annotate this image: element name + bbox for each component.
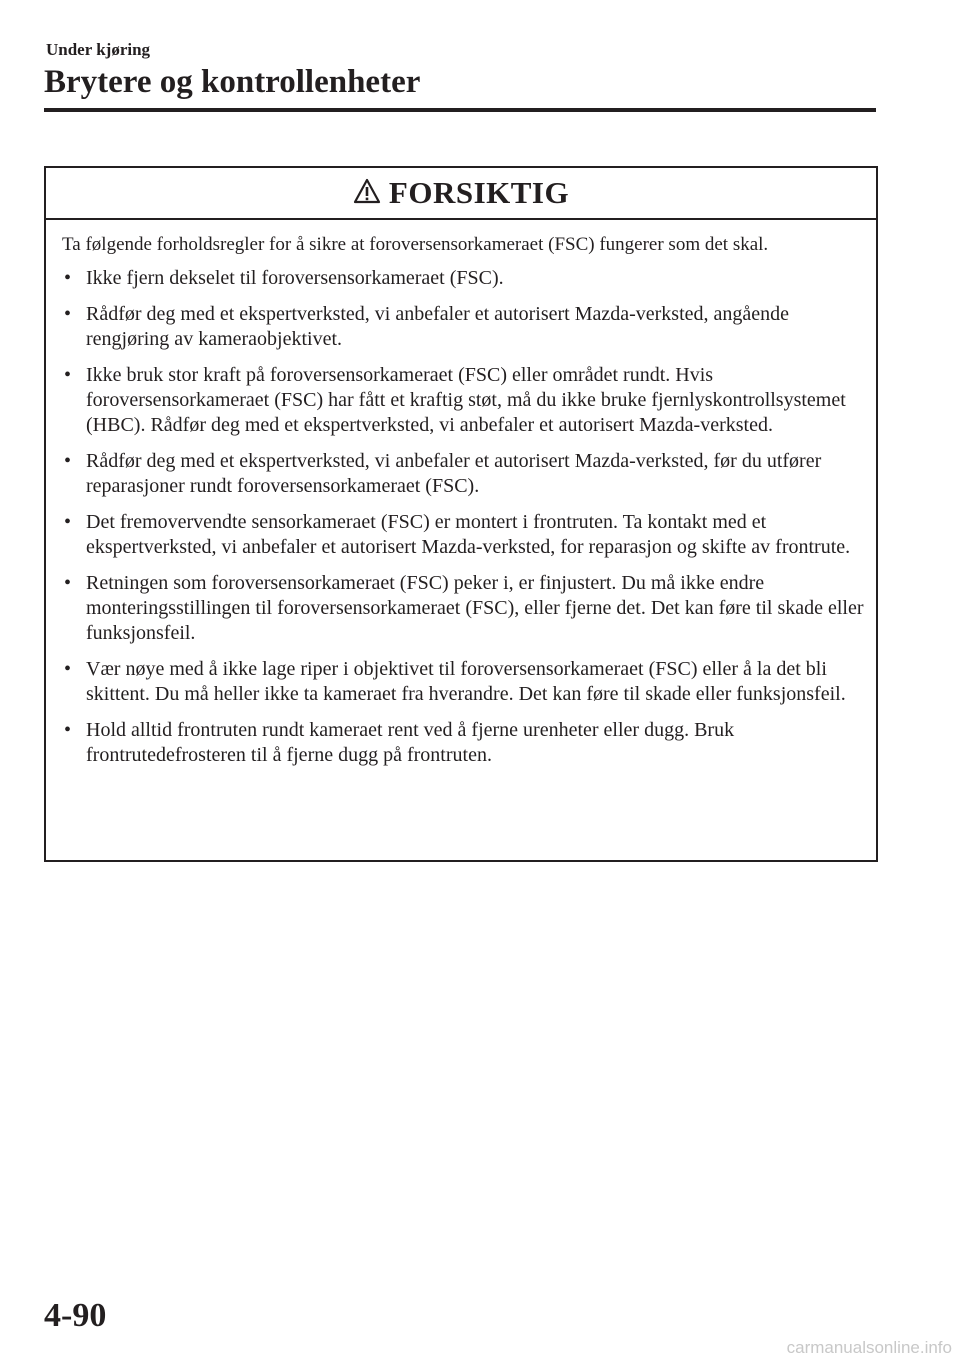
caution-item-text: Hold alltid frontruten rundt kameraet rent ved å fjerne urenheter eller dugg. Bruk frontrutedefrosteren til å fjerne dugg på frontruten. xyxy=(86,719,735,766)
caution-item-text: Rådfør deg med et ekspertverksted, vi anbefaler et autorisert Mazda-verksted, før du utfører reparasjoner rundt foroversensorkameraet (FSC). xyxy=(86,450,822,497)
bullet-icon: • xyxy=(64,719,72,741)
caution-item-text: Rådfør deg med et ekspertverksted, vi anbefaler et autorisert Mazda-verksted, angående rengjøring av kameraobjektivet. xyxy=(86,303,790,350)
caution-item-text: Det fremovervendte sensorkameraet (FSC) er montert i frontruten. Ta kontakt med et ekspertverksted, vi anbefaler et autorisert Mazda-verksted, for reparasjon og skifte av frontrute. xyxy=(86,511,851,558)
bullet-icon: • xyxy=(64,511,72,533)
bullet-icon: • xyxy=(64,364,72,386)
caution-title: FORSIKTIG xyxy=(388,175,570,210)
caution-item xyxy=(62,571,864,646)
caution-item xyxy=(62,302,864,352)
page-title: Brytere og kontrollenheter xyxy=(44,64,421,100)
caution-item xyxy=(62,449,864,499)
caution-item xyxy=(62,266,864,291)
section-label: Under kjøring xyxy=(46,40,151,59)
caution-item-text: Retningen som foroversensorkameraet (FSC) peker i, er finjustert. Du må ikke endre monteringsstillingen til foroversensorkameraet (FSC), eller fjerne det. Det kan føre til skade eller funksjonsfeil. xyxy=(86,572,864,644)
caution-item xyxy=(62,718,864,768)
caution-box xyxy=(44,166,878,862)
caution-intro: Ta følgende forholdsregler for å sikre at foroversensorkameraet (FSC) fungerer som det skal. xyxy=(62,234,769,255)
bullet-icon: • xyxy=(64,572,72,594)
warning-triangle-icon xyxy=(353,177,381,205)
caution-item-text: Ikke fjern dekselet til foroversensorkameraet (FSC). xyxy=(86,267,504,289)
heading-divider xyxy=(44,108,876,112)
caution-item xyxy=(62,657,864,707)
caution-item-text: Vær nøye med å ikke lage riper i objektivet til foroversensorkameraet (FSC) eller å la det bli skittent. Du må heller ikke ta kameraet fra hverandre. Det kan føre til skade eller funksjonsfeil. xyxy=(86,658,846,705)
bullet-icon: • xyxy=(64,658,72,680)
bullet-icon: • xyxy=(64,267,72,289)
caution-item xyxy=(62,363,864,438)
caution-item xyxy=(62,510,864,560)
caution-body xyxy=(46,220,876,768)
bullet-icon: • xyxy=(64,450,72,472)
bullet-icon: • xyxy=(64,303,72,325)
page-number: 4-90 xyxy=(44,1297,107,1334)
caution-item-text: Ikke bruk stor kraft på foroversensorkameraet (FSC) eller området rundt. Hvis foroversensorkameraet (FSC) har fått et kraftig støt, må du ikke bruke fjernlyskontrollsystemet (HBC). Rådfør deg med et ekspertverksted, vi anbefaler et autorisert Mazda-verksted. xyxy=(86,364,846,436)
watermark: carmanualsonline.info xyxy=(786,1338,952,1357)
caution-list xyxy=(62,266,864,768)
caution-header xyxy=(46,168,876,220)
